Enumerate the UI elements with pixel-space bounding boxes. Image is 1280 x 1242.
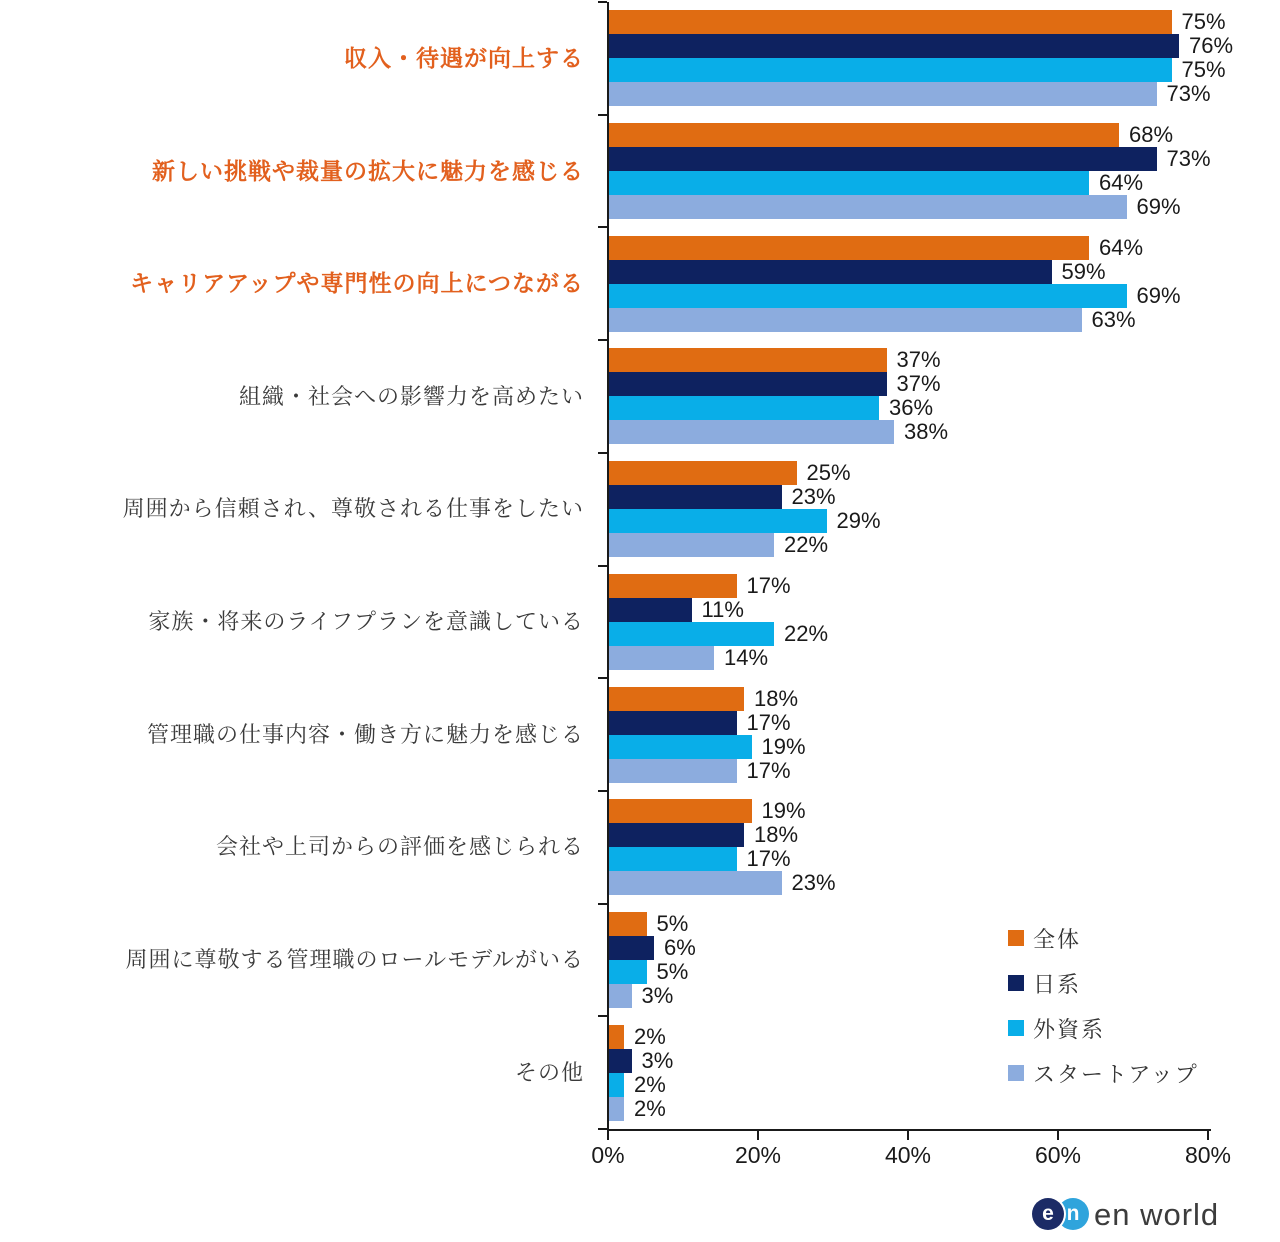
- category-label: 周囲に尊敬する管理職のロールモデルがいる: [125, 947, 584, 973]
- value-label: 36%: [889, 395, 934, 421]
- bar-全体: [609, 1025, 624, 1049]
- legend-item: [1008, 1061, 1199, 1085]
- x-axis-line: [607, 1129, 1211, 1131]
- bar-スタートアップ: [609, 533, 774, 557]
- value-label: 17%: [746, 846, 791, 872]
- bar-全体: [609, 799, 752, 823]
- value-label: 69%: [1136, 194, 1181, 220]
- bar-全体: [609, 10, 1172, 34]
- bar-外資系: [609, 58, 1172, 82]
- bar-日系: [609, 485, 782, 509]
- value-label: 37%: [896, 347, 941, 373]
- value-label: 69%: [1136, 282, 1181, 308]
- y-axis-tick: [598, 677, 607, 679]
- value-label: 19%: [761, 733, 806, 759]
- x-axis-tick: [607, 1131, 609, 1140]
- enworld-logo-mark: [1032, 1196, 1094, 1234]
- bar-スタートアップ: [609, 82, 1157, 106]
- value-label: 5%: [656, 910, 689, 936]
- x-axis-tick-label: 80%: [1184, 1142, 1232, 1168]
- bar-日系: [609, 598, 692, 622]
- bar-外資系: [609, 396, 879, 420]
- value-label: 29%: [836, 508, 881, 534]
- value-label: 75%: [1181, 9, 1226, 35]
- bar-日系: [609, 936, 654, 960]
- bar-スタートアップ: [609, 308, 1082, 332]
- bar-スタートアップ: [609, 984, 632, 1008]
- category-label: 管理職の仕事内容・働き方に魅力を感じる: [146, 721, 584, 747]
- value-label: 17%: [746, 709, 791, 735]
- bar-日系: [609, 372, 887, 396]
- bar-日系: [609, 147, 1157, 171]
- value-label: 5%: [656, 958, 689, 984]
- legend-label: スタートアップ: [1033, 1061, 1199, 1087]
- value-label: 22%: [784, 620, 829, 646]
- y-axis-tick: [598, 1015, 607, 1017]
- value-label: 22%: [784, 532, 829, 558]
- bar-日系: [609, 823, 744, 847]
- chart-legend: [1008, 926, 1199, 1106]
- value-label: 2%: [634, 1095, 666, 1121]
- y-axis-tick: [598, 1, 607, 3]
- value-label: 2%: [634, 1023, 666, 1049]
- value-label: 59%: [1061, 258, 1106, 284]
- value-label: 3%: [641, 982, 674, 1008]
- x-axis-tick-label: 20%: [734, 1142, 782, 1168]
- value-label: 23%: [791, 484, 836, 510]
- bar-スタートアップ: [609, 1097, 624, 1121]
- value-label: 64%: [1099, 170, 1144, 196]
- value-label: 11%: [701, 596, 744, 622]
- bar-外資系: [609, 171, 1089, 195]
- legend-swatch: [1008, 1065, 1024, 1081]
- x-axis-tick-label: 0%: [591, 1142, 625, 1168]
- legend-label: 日系: [1033, 971, 1082, 997]
- legend-label: 全体: [1033, 926, 1082, 952]
- bar-外資系: [609, 509, 827, 533]
- legend-item: [1008, 971, 1199, 995]
- bar-日系: [609, 34, 1179, 58]
- bar-日系: [609, 711, 737, 735]
- y-axis-tick: [598, 903, 607, 905]
- y-axis-tick: [598, 565, 607, 567]
- x-axis-tick: [1057, 1131, 1059, 1140]
- enworld-logo-text: en world: [1094, 1197, 1220, 1232]
- y-axis-tick: [598, 114, 607, 116]
- bar-全体: [609, 348, 887, 372]
- y-axis-tick: [598, 339, 607, 341]
- legend-label: 外資系: [1033, 1016, 1106, 1042]
- category-label: その他: [514, 1059, 584, 1085]
- bar-全体: [609, 687, 744, 711]
- value-label: 23%: [791, 870, 836, 896]
- value-label: 25%: [806, 460, 851, 486]
- value-label: 6%: [664, 934, 696, 960]
- bar-外資系: [609, 847, 737, 871]
- category-label: 組織・社会への影響力を高めたい: [238, 383, 584, 409]
- category-label: キャリアアップや専門性の向上につながる: [130, 270, 584, 297]
- value-label: 68%: [1129, 122, 1174, 148]
- bar-日系: [609, 260, 1052, 284]
- legend-swatch: [1008, 930, 1024, 946]
- bar-全体: [609, 236, 1089, 260]
- bar-スタートアップ: [609, 195, 1127, 219]
- y-axis-tick: [598, 452, 607, 454]
- value-label: 3%: [641, 1047, 674, 1073]
- value-label: 14%: [724, 644, 769, 670]
- category-label: 周囲から信頼され、尊敬される仕事をしたい: [122, 496, 584, 522]
- bar-外資系: [609, 735, 752, 759]
- bar-スタートアップ: [609, 759, 737, 783]
- y-axis-line: [607, 2, 609, 1129]
- value-label: 63%: [1091, 306, 1136, 332]
- bar-日系: [609, 1049, 632, 1073]
- bar-全体: [609, 574, 737, 598]
- value-label: 73%: [1166, 146, 1211, 172]
- value-label: 17%: [746, 572, 791, 598]
- logo-circle-n: n: [1057, 1198, 1089, 1230]
- y-axis-tick: [598, 226, 607, 228]
- legend-swatch: [1008, 975, 1024, 991]
- bar-全体: [609, 461, 797, 485]
- bar-外資系: [609, 1073, 624, 1097]
- value-label: 19%: [761, 798, 806, 824]
- value-label: 64%: [1099, 234, 1144, 260]
- enworld-logo: [1032, 1196, 1219, 1234]
- category-label: 新しい挑戦や裁量の拡大に魅力を感じる: [152, 157, 584, 184]
- value-label: 18%: [754, 822, 799, 848]
- x-axis-tick: [1207, 1131, 1209, 1140]
- bar-スタートアップ: [609, 646, 714, 670]
- x-axis-tick: [907, 1131, 909, 1140]
- legend-item: [1008, 926, 1199, 950]
- value-label: 75%: [1181, 57, 1226, 83]
- category-label: 会社や上司からの評価を感じられる: [215, 834, 584, 860]
- value-label: 2%: [634, 1071, 666, 1097]
- category-label: 家族・将来のライフプランを意識している: [148, 609, 584, 635]
- bar-外資系: [609, 960, 647, 984]
- legend-item: [1008, 1016, 1199, 1040]
- bar-全体: [609, 912, 647, 936]
- category-label: 収入・待遇が向上する: [344, 44, 584, 71]
- bar-外資系: [609, 622, 774, 646]
- bar-全体: [609, 123, 1119, 147]
- value-label: 73%: [1166, 81, 1211, 107]
- x-axis-tick-label: 60%: [1034, 1142, 1082, 1168]
- value-label: 18%: [754, 685, 799, 711]
- value-label: 38%: [904, 419, 949, 445]
- bar-スタートアップ: [609, 871, 782, 895]
- value-label: 17%: [746, 757, 791, 783]
- value-label: 37%: [896, 371, 941, 397]
- y-axis-tick: [598, 790, 607, 792]
- legend-swatch: [1008, 1020, 1024, 1036]
- x-axis-tick-label: 40%: [884, 1142, 932, 1168]
- logo-circle-e: e: [1032, 1198, 1064, 1230]
- bar-スタートアップ: [609, 420, 894, 444]
- x-axis-tick: [757, 1131, 759, 1140]
- value-label: 76%: [1189, 33, 1234, 59]
- y-axis-tick: [598, 1128, 607, 1130]
- bar-外資系: [609, 284, 1127, 308]
